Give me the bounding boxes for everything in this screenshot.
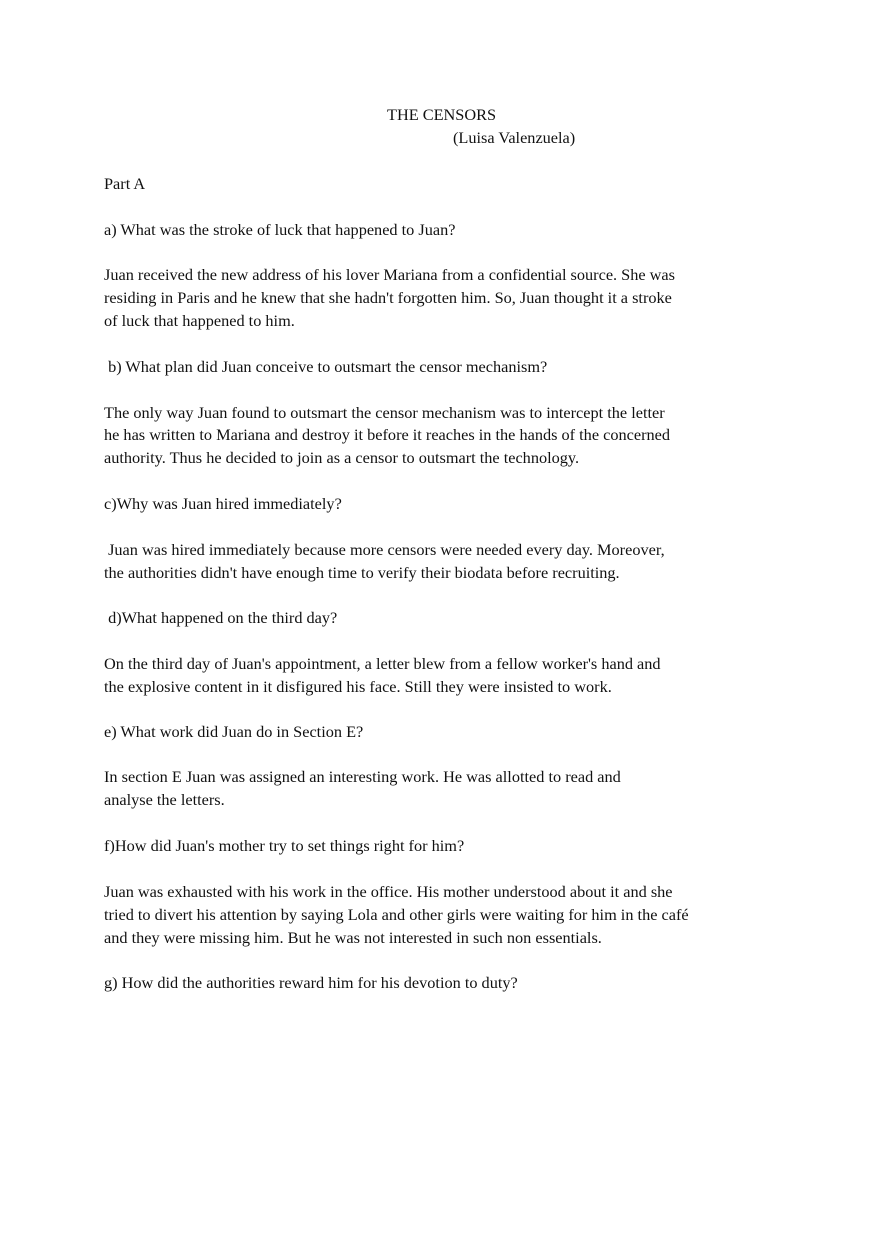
part-heading: Part A <box>104 174 146 193</box>
answer-b-line-3: authority. Thus he decided to join as a censor to outsmart the technology. <box>104 448 580 467</box>
document-author: (Luisa Valenzuela) <box>453 128 576 147</box>
question-c: c)Why was Juan hired immediately? <box>104 494 342 513</box>
question-a: a) What was the stroke of luck that happened to Juan? <box>104 220 456 239</box>
answer-f-line-2: tried to divert his attention by saying Lola and other girls were waiting for him in the café <box>104 905 689 924</box>
question-b: b) What plan did Juan conceive to outsmart the censor mechanism? <box>104 357 548 376</box>
answer-a-line-2: residing in Paris and he knew that she hadn't forgotten him. So, Juan thought it a stroke <box>104 288 672 307</box>
answer-e-line-1: In section E Juan was assigned an interesting work. He was allotted to read and <box>104 767 621 786</box>
answer-d-line-2: the explosive content in it disfigured his face. Still they were insisted to work. <box>104 677 612 696</box>
answer-f-line-3: and they were missing him. But he was not interested in such non essentials. <box>104 928 602 947</box>
answer-a-line-3: of luck that happened to him. <box>104 311 295 330</box>
answer-b-line-2: he has written to Mariana and destroy it before it reaches in the hands of the concerned <box>104 425 671 444</box>
question-d: d)What happened on the third day? <box>104 608 338 627</box>
question-f: f)How did Juan's mother try to set things right for him? <box>104 836 465 855</box>
answer-c-line-1: Juan was hired immediately because more censors were needed every day. Moreover, <box>104 540 665 559</box>
answer-c-line-2: the authorities didn't have enough time to verify their biodata before recruiting. <box>104 563 620 582</box>
answer-b-line-1: The only way Juan found to outsmart the censor mechanism was to intercept the letter <box>104 403 665 422</box>
answer-d-line-1: On the third day of Juan's appointment, a letter blew from a fellow worker's hand and <box>104 654 661 673</box>
question-e: e) What work did Juan do in Section E? <box>104 722 364 741</box>
question-g: g) How did the authorities reward him for his devotion to duty? <box>104 973 518 992</box>
answer-a-line-1: Juan received the new address of his lover Mariana from a confidential source. She was <box>104 265 675 284</box>
document-title: THE CENSORS <box>387 105 497 124</box>
answer-e-line-2: analyse the letters. <box>104 790 225 809</box>
answer-f-line-1: Juan was exhausted with his work in the office. His mother understood about it and she <box>104 882 673 901</box>
